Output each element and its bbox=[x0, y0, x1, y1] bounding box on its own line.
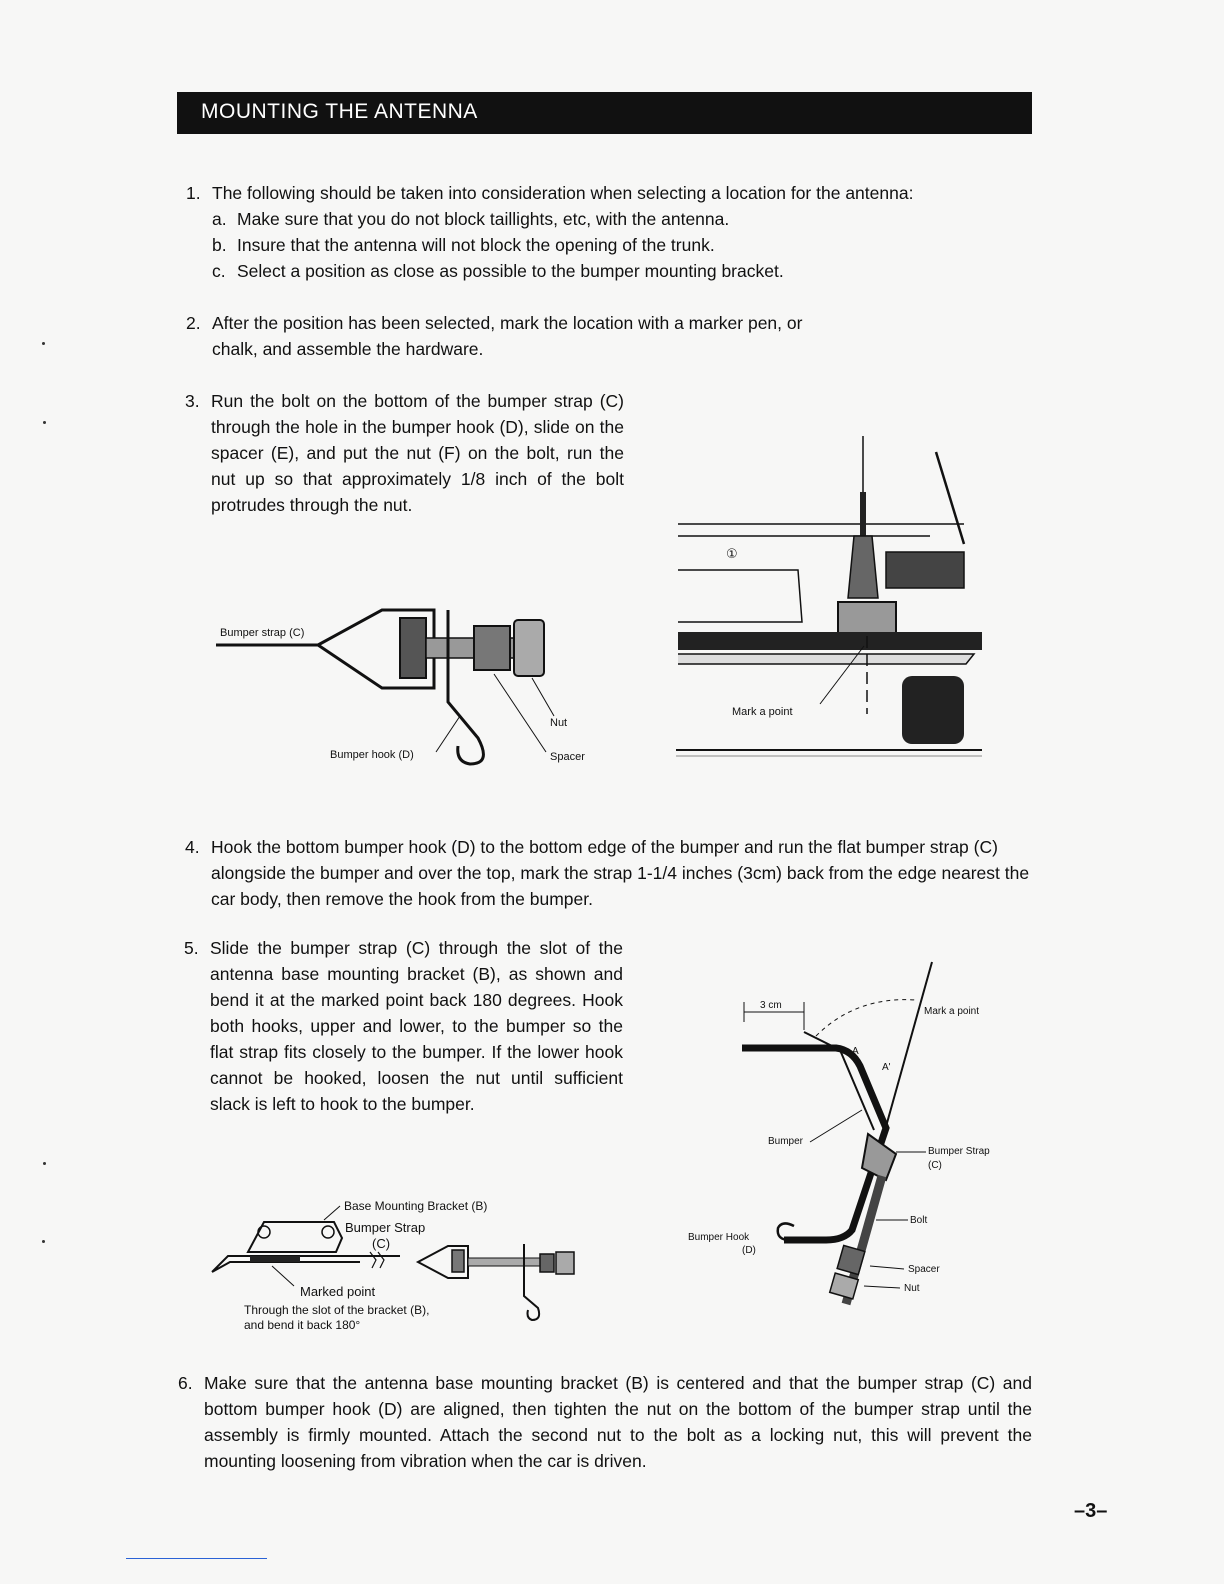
scan-speck bbox=[43, 1162, 46, 1165]
figure-strap-through-slot bbox=[200, 1192, 600, 1342]
step-6 bbox=[178, 1370, 1032, 1474]
label-bumper: Bumper bbox=[768, 1136, 804, 1147]
antenna-lower bbox=[860, 492, 866, 536]
step-number: 6. bbox=[178, 1373, 193, 1393]
figure-car-mount bbox=[674, 432, 986, 764]
spacer bbox=[474, 626, 510, 670]
leader-bracket bbox=[324, 1206, 340, 1220]
label-nut: Nut bbox=[904, 1283, 920, 1294]
step-number: 2. bbox=[186, 313, 201, 333]
bumper-hook bbox=[524, 1244, 539, 1320]
section-title-bar bbox=[177, 92, 1032, 134]
taillight bbox=[886, 552, 964, 588]
step-number: 5. bbox=[184, 938, 199, 958]
car-body-edge bbox=[936, 452, 964, 544]
label-hook-id: (D) bbox=[742, 1245, 756, 1256]
car-panel bbox=[678, 570, 802, 622]
label-bumper-strap: Bumper strap (C) bbox=[220, 627, 305, 639]
step-text: The following should be taken into consideration when selecting a location for the antenna: bbox=[212, 183, 914, 203]
footer-rule bbox=[126, 1558, 267, 1559]
leader-marked-point bbox=[272, 1266, 294, 1286]
label-a-prime: A' bbox=[882, 1062, 891, 1073]
label-base-bracket: Base Mounting Bracket (B) bbox=[344, 1199, 488, 1213]
step-1 bbox=[186, 180, 1032, 206]
scan-speck bbox=[43, 421, 46, 424]
label-bumper-hook: Bumper hook (D) bbox=[330, 749, 414, 761]
antenna-rod bbox=[880, 962, 932, 1148]
leader-hook bbox=[436, 716, 460, 752]
leader-bumper bbox=[810, 1110, 862, 1142]
sub-letter: b. bbox=[212, 235, 227, 255]
strap-marked-section bbox=[250, 1256, 300, 1262]
nut bbox=[556, 1252, 574, 1274]
label-bumper-hook: Bumper Hook bbox=[688, 1232, 750, 1243]
base-bracket bbox=[838, 602, 896, 634]
step-4 bbox=[185, 834, 1037, 912]
step-text: Make sure that the antenna base mounting bracket (B) is centered and that the bumper strap (C) and bottom bumper hook (D) are aligned, then tighten the nut on the bottom of the bumper strap until the assembly is firmly mounted. Attach the second nut to the bolt as a locking nut, this will prevent the mounting loosening from vibration when the car is driven. bbox=[204, 1373, 1032, 1471]
step-5 bbox=[184, 935, 623, 1117]
section-title: MOUNTING THE ANTENNA bbox=[201, 100, 478, 123]
caption-line-2: and bend it back 180° bbox=[244, 1318, 361, 1332]
step-1-sub-a bbox=[212, 206, 1027, 232]
figure-strap-hook-assembly bbox=[212, 598, 612, 774]
tire bbox=[902, 676, 964, 744]
bolt-shaft bbox=[468, 1258, 548, 1266]
sub-text: Select a position as close as possible to the bumper mounting bracket. bbox=[237, 261, 784, 281]
caption-line-1: Through the slot of the bracket (B), bbox=[244, 1303, 430, 1317]
label-bumper-strap: Bumper Strap bbox=[345, 1220, 426, 1235]
label-strap-id: (C) bbox=[372, 1236, 391, 1251]
label-bolt: Bolt bbox=[910, 1215, 928, 1226]
bend-arc bbox=[816, 1000, 916, 1036]
step-number: 1. bbox=[186, 183, 201, 203]
label-mark-point: Mark a point bbox=[732, 706, 793, 718]
sub-text: Make sure that you do not block taillights, etc, with the antenna. bbox=[237, 209, 730, 229]
label-a: A bbox=[852, 1046, 859, 1057]
bumper-lower bbox=[678, 654, 974, 664]
nut bbox=[514, 620, 544, 676]
scan-speck bbox=[42, 1240, 45, 1243]
step-text: Hook the bottom bumper hook (D) to the bottom edge of the bumper and run the flat bumper strap (C) alongside the bumper and over the top, mark the strap 1-1/4 inches (3cm) back from the edge nearest the car body, then remove the hook from the bumper. bbox=[211, 837, 1030, 909]
spacer bbox=[837, 1245, 865, 1274]
leader-nut bbox=[864, 1286, 900, 1288]
label-spacer: Spacer bbox=[550, 751, 585, 763]
step-3 bbox=[185, 388, 624, 518]
label-bumper-strap: Bumper Strap bbox=[928, 1146, 990, 1157]
step-text: Slide the bumper strap (C) through the slot of the antenna base mounting bracket (B), as shown and bend it at the marked point back 180 degrees. Hook both hooks, upper and lower, to the bumper so the flat strap fits closely to the bumper. If the lower hook cannot be hooked, loosen the nut until sufficient slack is left to hook to the bumper. bbox=[210, 938, 623, 1114]
leader-nut bbox=[532, 678, 554, 716]
base-bracket bbox=[862, 1134, 896, 1180]
page-number: –3– bbox=[1074, 1500, 1108, 1522]
antenna-spring bbox=[848, 536, 878, 598]
label-distance: 3 cm bbox=[760, 1000, 782, 1011]
step-text: After the position has been selected, mark the location with a marker pen, or chalk, and assemble the hardware. bbox=[212, 313, 803, 359]
spacer bbox=[540, 1254, 554, 1272]
strap-break bbox=[370, 1252, 384, 1268]
figure-bumper-side-view bbox=[686, 958, 1006, 1320]
step-2 bbox=[186, 310, 812, 362]
label-strap-id: (C) bbox=[928, 1160, 942, 1171]
clamp-nut bbox=[452, 1250, 464, 1272]
sub-letter: c. bbox=[212, 261, 226, 281]
sub-letter: a. bbox=[212, 209, 227, 229]
bracket-hole-right bbox=[322, 1226, 334, 1238]
scan-speck bbox=[42, 342, 45, 345]
label-mark-point: Mark a point bbox=[924, 1006, 980, 1017]
step-text: Run the bolt on the bottom of the bumper strap (C) through the hole in the bumper hook (D), slide on the spacer (E), and put the nut (F) on the bolt, run the nut up so that approximately 1/8 inch of the bolt protrudes through the nut. bbox=[211, 391, 624, 515]
circled-number: ① bbox=[726, 546, 738, 561]
label-spacer: Spacer bbox=[908, 1264, 940, 1275]
strap-bent bbox=[212, 1256, 400, 1272]
label-marked-point: Marked point bbox=[300, 1284, 376, 1299]
step-1-sub-b bbox=[212, 232, 1027, 258]
leader-spacer bbox=[494, 674, 546, 752]
bumper bbox=[678, 632, 982, 650]
bumper-profile bbox=[742, 1048, 886, 1240]
label-nut: Nut bbox=[550, 717, 568, 729]
step-number: 4. bbox=[185, 837, 200, 857]
leader-spacer bbox=[870, 1266, 904, 1269]
sub-text: Insure that the antenna will not block the opening of the trunk. bbox=[237, 235, 715, 255]
step-number: 3. bbox=[185, 391, 200, 411]
step-1-sub-c bbox=[212, 258, 1027, 284]
clamp-nut bbox=[400, 618, 426, 678]
